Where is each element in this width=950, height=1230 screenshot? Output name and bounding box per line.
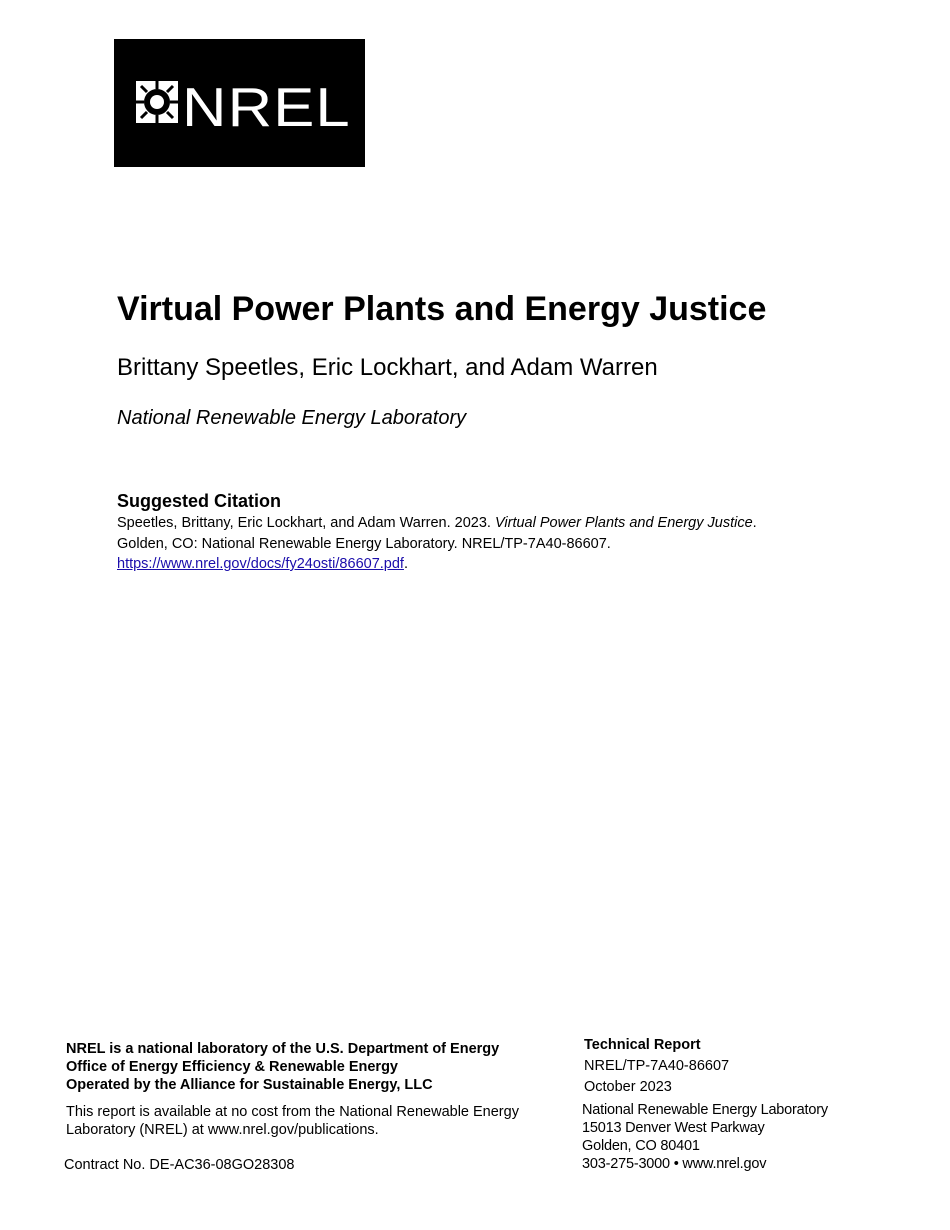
address-contact: 303-275-3000 • www.nrel.gov bbox=[582, 1156, 767, 1172]
nrel-sunburst-icon bbox=[136, 81, 178, 123]
lab-statement bbox=[66, 1040, 566, 1094]
report-date: October 2023 bbox=[584, 1079, 672, 1095]
report-title: Virtual Power Plants and Energy Justice bbox=[117, 290, 767, 328]
authors: Brittany Speetles, Eric Lockhart, and Adam Warren bbox=[117, 354, 658, 381]
lab-statement-line2: Office of Energy Efficiency & Renewable Energy bbox=[66, 1059, 398, 1075]
lab-address bbox=[582, 1101, 828, 1173]
availability-note: This report is available at no cost from the National Renewable Energy Laboratory (NREL) at www.nrel.gov/publications. bbox=[66, 1104, 519, 1138]
contract-number: Contract No. DE-AC36-08GO28308 bbox=[64, 1157, 295, 1173]
citation-text bbox=[117, 513, 777, 575]
address-street: 15013 Denver West Parkway bbox=[582, 1120, 765, 1136]
report-number: NREL/TP-7A40-86607 bbox=[584, 1058, 730, 1074]
lab-statement-line3: Operated by the Alliance for Sustainable Energy, LLC bbox=[66, 1077, 433, 1093]
report-type: Technical Report bbox=[584, 1037, 701, 1053]
citation-part2: . Golden, CO: National Renewable Energy Laboratory. NREL/TP-7A40-86607. bbox=[117, 515, 757, 552]
citation-title: Virtual Power Plants and Energy Justice bbox=[495, 515, 753, 531]
lab-statement-line1: NREL is a national laboratory of the U.S. Department of Energy bbox=[66, 1041, 500, 1057]
citation-heading: Suggested Citation bbox=[117, 491, 282, 511]
citation-link[interactable]: https://www.nrel.gov/docs/fy24osti/86607.pdf bbox=[117, 556, 404, 572]
logo-wordmark: NREL bbox=[182, 76, 351, 138]
address-city: Golden, CO 80401 bbox=[582, 1138, 700, 1154]
citation-part1: Speetles, Brittany, Eric Lockhart, and Adam Warren. 2023. bbox=[117, 515, 495, 531]
citation-trailing: . bbox=[403, 556, 408, 572]
address-org: National Renewable Energy Laboratory bbox=[582, 1102, 828, 1118]
nrel-logo bbox=[114, 39, 365, 167]
affiliation: National Renewable Energy Laboratory bbox=[117, 407, 467, 429]
